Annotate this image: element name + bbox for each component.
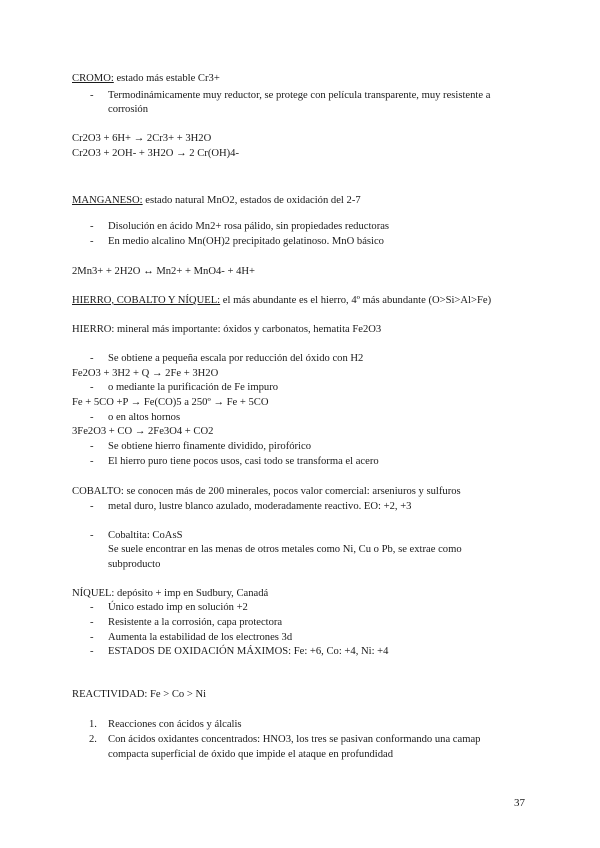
niquel-bullet-1: Único estado imp en solución +2 <box>108 602 248 613</box>
cromo-bullet1-line2: corrosión <box>108 104 149 115</box>
page-number: 37 <box>514 797 525 809</box>
cromo-equation-1: Cr2O3 + 6H+ → 2Cr3+ + 3H2O <box>72 133 212 144</box>
cobalto-bullet-2-line-3: subproducto <box>108 559 161 570</box>
niquel-intro: NÍQUEL: depósito + imp en Sudbury, Canadá <box>72 588 269 599</box>
manganeso-bullet-1: Disolución en ácido Mn2+ rosa pálido, sin propiedades reductoras <box>108 221 390 232</box>
manganeso-heading: MANGANESO: <box>72 195 143 206</box>
bullet-dash: - <box>90 353 94 364</box>
hierro-bullet-4: Se obtiene hierro finamente dividido, pirofórico <box>108 441 311 452</box>
cromo-heading: CROMO: <box>72 73 114 84</box>
cromo-heading-line <box>72 72 220 85</box>
hierro-equation-3: 3Fe2O3 + CO → 2Fe3O4 + CO2 <box>72 426 214 437</box>
cromo-heading-rest: estado más estable Cr3+ <box>113 73 220 84</box>
cromo-equation-2: Cr2O3 + 2OH- + 3H2O → 2 Cr(OH)4- <box>72 148 240 159</box>
hierro-group-heading: HIERRO, COBALTO Y NÍQUEL: <box>72 295 221 306</box>
cobalto-intro: COBALTO: se conocen más de 200 minerales, pocos valor comercial: arseniuros y sulfuros <box>72 486 461 497</box>
bullet-dash: - <box>90 646 94 657</box>
reactividad-item-2-line-1: Con ácidos oxidantes concentrados: HNO3, los tres se pasivan conformando una camap <box>108 734 481 745</box>
hierro-equation-2: Fe + 5CO +P → Fe(CO)5 a 250º → Fe + 5CO <box>72 397 269 408</box>
hierro-equation-1: Fe2O3 + 3H2 + Q → 2Fe + 3H2O <box>72 368 219 379</box>
manganeso-bullet-2: En medio alcalino Mn(OH)2 precipitado gelatinoso. MnO básico <box>108 236 384 247</box>
reactividad-line: REACTIVIDAD: Fe > Co > Ni <box>72 689 207 700</box>
cobalto-bullet-2-line-2: Se suele encontrar en las menas de otros metales como Ni, Cu o Pb, se extrae como <box>108 544 462 555</box>
bullet-dash: - <box>90 90 94 101</box>
reactividad-item-2-line-2: compacta superficial de óxido que impide el ataque en profundidad <box>108 749 394 760</box>
niquel-bullet-4: ESTADOS DE OXIDACIÓN MÁXIMOS: Fe: +6, Co: +4, Ni: +4 <box>108 646 389 657</box>
hierro-bullet-1: Se obtiene a pequeña escala por reducción del óxido con H2 <box>108 353 364 364</box>
list-number-1: 1. <box>89 719 97 730</box>
bullet-dash: - <box>90 602 94 613</box>
hierro-group-heading-line <box>72 294 491 307</box>
bullet-dash: - <box>90 456 94 467</box>
bullet-dash: - <box>90 501 94 512</box>
reactividad-item-1: Reacciones con ácidos y álcalis <box>108 719 242 730</box>
niquel-bullet-3: Aumenta la estabilidad de los electrones 3d <box>108 632 293 643</box>
hierro-bullet-2: o mediante la purificación de Fe impuro <box>108 382 279 393</box>
hierro-intro: HIERRO: mineral más importante: óxidos y carbonatos, hematita Fe2O3 <box>72 324 382 335</box>
bullet-dash: - <box>90 632 94 643</box>
bullet-dash: - <box>90 530 94 541</box>
bullet-dash: - <box>90 441 94 452</box>
bullet-dash: - <box>90 221 94 232</box>
manganeso-heading-line <box>72 194 361 207</box>
hierro-bullet-3: o en altos hornos <box>108 412 181 423</box>
hierro-bullet-5: El hierro puro tiene pocos usos, casi todo se transforma el acero <box>108 456 379 467</box>
list-number-2: 2. <box>89 734 97 745</box>
manganeso-equation-1: 2Mn3+ + 2H2O ↔ Mn2+ + MnO4- + 4H+ <box>72 266 255 277</box>
cromo-bullet1-line1: Termodinámicamente muy reductor, se protege con película transparente, muy resistente a <box>108 90 491 101</box>
cobalto-bullet-2: Cobaltita: CoAsS <box>108 530 183 541</box>
bullet-dash: - <box>90 236 94 247</box>
niquel-bullet-2: Resistente a la corrosión, capa protectora <box>108 617 283 628</box>
bullet-dash: - <box>90 617 94 628</box>
cobalto-bullet-1: metal duro, lustre blanco azulado, moderadamente reactivo. EO: +2, +3 <box>108 501 412 512</box>
manganeso-heading-rest: estado natural MnO2, estados de oxidación del 2-7 <box>142 195 361 206</box>
bullet-dash: - <box>90 412 94 423</box>
hierro-group-heading-rest: el más abundante es el hierro, 4º más abundante (O>Si>Al>Fe) <box>220 295 492 306</box>
bullet-dash: - <box>90 382 94 393</box>
